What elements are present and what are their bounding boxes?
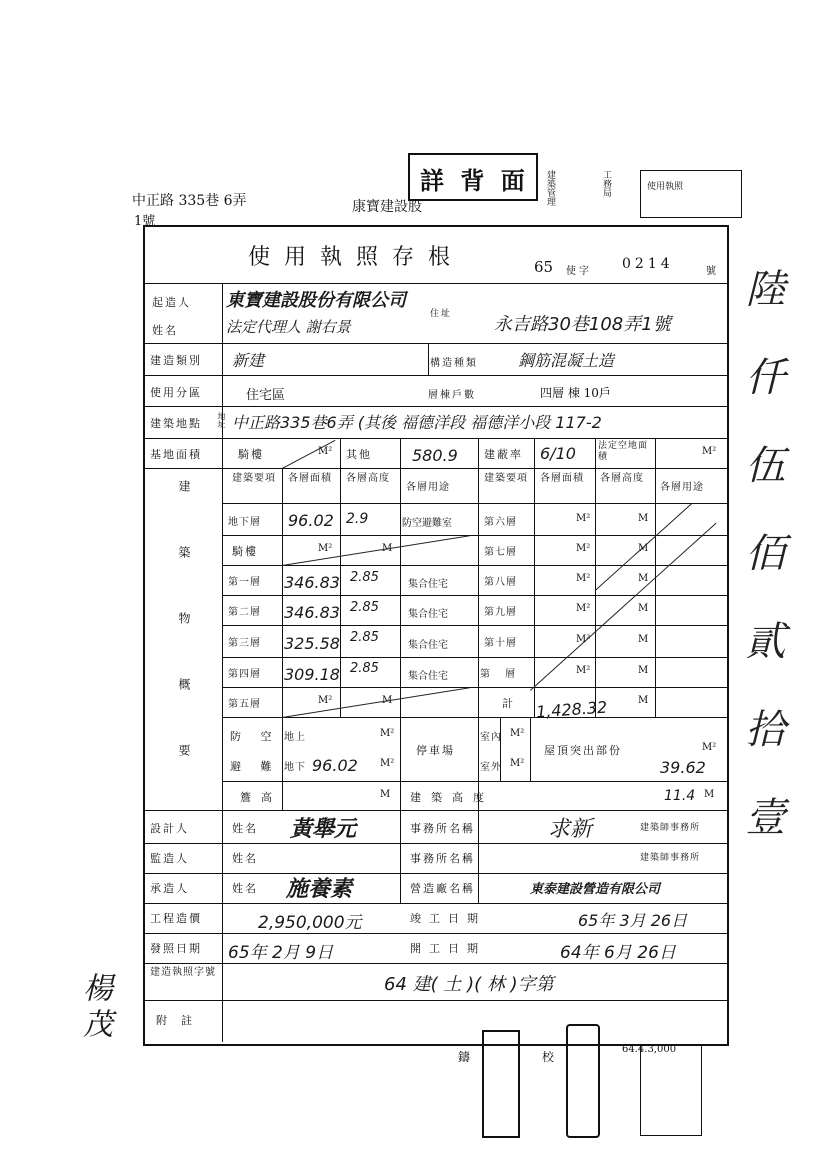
unit-m: M bbox=[638, 634, 649, 645]
unit-m2: M² bbox=[380, 758, 395, 769]
floor-1-height-value: 2.85 bbox=[350, 570, 379, 585]
permit-value: 64 建( 土 )( 林 )字第 bbox=[384, 974, 554, 995]
agent-value: 法定代理人 謝右景 bbox=[226, 318, 351, 336]
rule bbox=[143, 1000, 727, 1001]
rule bbox=[428, 343, 429, 375]
basement-area-value: 96.02 bbox=[288, 511, 334, 530]
left-signature: 楊茂 bbox=[77, 972, 112, 1044]
shelter-label-2: 避 難 bbox=[230, 760, 280, 773]
height-header: 各層高度 bbox=[346, 473, 390, 484]
build-type-label: 建造類別 bbox=[150, 354, 202, 367]
address-label: 住址 bbox=[430, 309, 453, 319]
rule bbox=[222, 625, 727, 626]
unit-m: M bbox=[638, 603, 649, 614]
struct-type-label: 構造種類 bbox=[430, 358, 478, 369]
unit-m2: M² bbox=[576, 543, 591, 554]
unit-m2: M² bbox=[510, 758, 525, 769]
issue-value: 65年 2月 9日 bbox=[228, 943, 334, 963]
registry-stamp bbox=[640, 170, 742, 218]
completion-value: 65年 3月 26日 bbox=[578, 911, 688, 930]
rule bbox=[340, 438, 341, 717]
rule bbox=[530, 717, 531, 781]
height-header-2: 各層高度 bbox=[600, 473, 644, 484]
floors-units-value: 四層 棟 10戶 bbox=[540, 386, 611, 400]
unit-m2: M² bbox=[576, 603, 591, 614]
name-label: 姓名 bbox=[232, 822, 258, 835]
floor-9-label: 第九層 bbox=[484, 607, 517, 618]
contractor-label: 承造人 bbox=[150, 882, 189, 895]
floor-3-label: 第三層 bbox=[228, 638, 261, 649]
rule bbox=[143, 375, 727, 376]
arcade-label: 騎樓 bbox=[238, 448, 264, 461]
builder-name-value: 東寶建設股份有限公司 bbox=[226, 290, 406, 311]
form-year: 65 bbox=[534, 258, 554, 276]
unit-m: M bbox=[380, 789, 391, 800]
rule bbox=[534, 438, 535, 717]
floor-7-label: 第七層 bbox=[484, 547, 517, 558]
bottom-stamp-box bbox=[640, 1044, 702, 1136]
floor-n-label: 第 層 bbox=[480, 669, 522, 680]
form-title: 使用執照存根 bbox=[248, 245, 465, 270]
section-label: 康寶建設股 bbox=[352, 199, 422, 215]
unit-m2: M² bbox=[318, 446, 333, 457]
arch-office-label: 建築師事務所 bbox=[640, 853, 701, 863]
floor-8-label: 第八層 bbox=[484, 577, 517, 588]
form-number-suffix: 號 bbox=[706, 266, 716, 277]
rule bbox=[143, 873, 727, 874]
designer-label: 設計人 bbox=[150, 822, 189, 835]
unit-m: M bbox=[638, 513, 649, 524]
floor-1-use-value: 集合住宅 bbox=[408, 579, 448, 590]
unit-m2: M² bbox=[318, 543, 333, 554]
rule bbox=[222, 283, 223, 1042]
above-label: 地上 bbox=[284, 732, 306, 743]
rule bbox=[143, 843, 727, 844]
name-label: 姓名 bbox=[152, 324, 178, 337]
bottom-stamp-text: 64.4.3,000 bbox=[622, 1044, 677, 1055]
roof-label: 屋頂突出部份 bbox=[544, 744, 622, 757]
form-char-label: 使字 bbox=[566, 266, 592, 277]
rule bbox=[222, 535, 727, 536]
below-label: 地下 bbox=[284, 762, 306, 773]
issue-label: 發照日期 bbox=[150, 942, 202, 955]
floor-4-label: 第四層 bbox=[228, 669, 261, 680]
rule bbox=[143, 963, 727, 964]
floor-2-area-value: 346.83 bbox=[284, 603, 340, 622]
unit-m2: M² bbox=[576, 665, 591, 676]
unit-m: M bbox=[638, 543, 649, 554]
area-header: 各層面積 bbox=[288, 473, 332, 484]
floor-5-label: 第五層 bbox=[228, 699, 261, 710]
rule bbox=[143, 406, 727, 407]
rule bbox=[143, 283, 727, 284]
start-label: 開工日期 bbox=[410, 942, 486, 955]
overview-label: 建築物概要 bbox=[177, 480, 191, 810]
rule bbox=[222, 717, 727, 718]
stamp-right-b: 工務局 bbox=[601, 170, 611, 197]
unit-m: M bbox=[638, 665, 649, 676]
parking-label: 停車場 bbox=[416, 744, 455, 757]
right-margin-characters: 陸仟伍佰貳拾壹 bbox=[739, 268, 785, 884]
stamp-right-a: 建築管理 bbox=[545, 170, 555, 206]
unit-m2: M² bbox=[576, 634, 591, 645]
area-header-2: 各層面積 bbox=[540, 473, 584, 484]
floor-3-area-value: 325.58 bbox=[284, 634, 340, 653]
coverage-value: 6/10 bbox=[540, 444, 576, 463]
floor-2-label: 第二層 bbox=[228, 607, 261, 618]
arch-office-label: 建築師事務所 bbox=[640, 823, 701, 833]
eave-label: 簷高 bbox=[240, 791, 282, 804]
stamp-text: 詳 背 面 bbox=[420, 166, 529, 195]
name-label: 姓名 bbox=[232, 852, 258, 865]
address-top-number: 1號 bbox=[134, 214, 156, 229]
completion-label: 竣工日期 bbox=[410, 912, 486, 925]
form-number: 0214 bbox=[622, 256, 674, 272]
floor-2-height-value: 2.85 bbox=[350, 600, 379, 615]
designer-office-value: 求新 bbox=[548, 817, 593, 842]
floor-4-use-value: 集合住宅 bbox=[408, 671, 448, 682]
rule bbox=[222, 781, 727, 782]
rule bbox=[282, 468, 283, 810]
rule bbox=[222, 687, 727, 688]
stamp-right-c: 使用執照 bbox=[647, 182, 684, 192]
use-zone-label: 使用分區 bbox=[150, 386, 202, 399]
build-type-value: 新建 bbox=[232, 351, 265, 370]
outdoor-label: 室外 bbox=[480, 762, 502, 773]
attach-label: 附註 bbox=[156, 1014, 206, 1027]
item-header-2: 建築要項 bbox=[484, 473, 528, 484]
total-label: 計 bbox=[502, 697, 515, 710]
rule bbox=[143, 343, 727, 344]
item-header: 建築要項 bbox=[232, 473, 276, 484]
rule bbox=[222, 657, 727, 658]
unit-m: M bbox=[382, 695, 393, 706]
roof-area-value: 39.62 bbox=[660, 758, 706, 777]
use-header-2: 各層用途 bbox=[660, 482, 704, 493]
rule bbox=[400, 438, 401, 903]
arcade-row-label: 騎樓 bbox=[232, 545, 258, 558]
unit-m2: M² bbox=[380, 728, 395, 739]
unit-m: M bbox=[638, 573, 649, 584]
use-header: 各層用途 bbox=[406, 482, 450, 493]
rule bbox=[143, 903, 727, 904]
basement-use-value: 防空避難室 bbox=[402, 518, 452, 529]
rule bbox=[222, 595, 727, 596]
other-label: 其他 bbox=[346, 448, 372, 461]
floor-6-label: 第六層 bbox=[484, 517, 517, 528]
floor-3-height-value: 2.85 bbox=[350, 630, 379, 645]
rule bbox=[222, 503, 727, 504]
supervisor-label: 監造人 bbox=[150, 852, 189, 865]
rule bbox=[143, 933, 727, 934]
rule bbox=[222, 565, 727, 566]
contractor-value: 施養素 bbox=[286, 877, 353, 902]
site-value: 中正路335巷6弄 (其後 福德洋段 福德洋小段 117-2 bbox=[232, 413, 602, 432]
shelter-label-1: 防 空 bbox=[230, 730, 280, 743]
start-value: 64年 6月 26日 bbox=[560, 943, 676, 963]
builder-label: 起造人 bbox=[152, 296, 191, 309]
basement-label: 地下層 bbox=[228, 517, 261, 528]
legal-coverage-label: 法定空地面積 bbox=[598, 441, 649, 462]
name-label: 姓名 bbox=[232, 882, 258, 895]
site-sub-label: 地址 bbox=[217, 412, 226, 428]
floor-3-use-value: 集合住宅 bbox=[408, 640, 448, 651]
rule bbox=[143, 468, 727, 469]
unit-m: M bbox=[638, 695, 649, 706]
unit-m2: M² bbox=[576, 513, 591, 524]
struct-type-value: 鋼筋混凝土造 bbox=[518, 351, 615, 370]
rule bbox=[143, 438, 727, 439]
office-name-label: 事務所名稱 bbox=[410, 852, 475, 865]
unit-m: M bbox=[382, 543, 393, 554]
rule bbox=[478, 438, 479, 903]
use-zone-value: 住宅區 bbox=[246, 388, 286, 403]
detail-on-back-stamp bbox=[408, 153, 538, 201]
floors-units-label: 層棟戶數 bbox=[428, 390, 476, 401]
approver-seal bbox=[482, 1030, 520, 1138]
floor-1-area-value: 346.83 bbox=[284, 573, 340, 592]
area-label: 基地面積 bbox=[150, 448, 202, 461]
designer-value: 黃舉元 bbox=[290, 817, 357, 842]
cost-label: 工程造價 bbox=[150, 912, 202, 925]
builder-address-value: 永吉路30巷108弄1號 bbox=[494, 314, 671, 335]
permit-no-label: 建造執照字號 bbox=[150, 967, 216, 978]
floor-4-area-value: 309.18 bbox=[284, 665, 340, 684]
approve-mark: 鑄 bbox=[458, 1050, 471, 1064]
indoor-label: 室內 bbox=[480, 732, 502, 743]
unit-m2: M² bbox=[510, 728, 525, 739]
cost-value: 2,950,000元 bbox=[258, 913, 362, 933]
unit-m2: M² bbox=[702, 446, 717, 457]
unit-m2: M² bbox=[576, 573, 591, 584]
unit-m2: M² bbox=[702, 742, 717, 753]
unit-m: M bbox=[704, 789, 715, 800]
checker-seal bbox=[566, 1024, 600, 1138]
bldg-height-value: 11.4 bbox=[664, 788, 696, 804]
floor-2-use-value: 集合住宅 bbox=[408, 609, 448, 620]
rule bbox=[595, 438, 596, 717]
basement-height-value: 2.9 bbox=[346, 511, 369, 527]
floor-1-label: 第一層 bbox=[228, 577, 261, 588]
shelter-below-value: 96.02 bbox=[312, 756, 358, 775]
office-name-label: 事務所名稱 bbox=[410, 822, 475, 835]
rule bbox=[143, 810, 727, 811]
floor-4-height-value: 2.85 bbox=[350, 661, 379, 676]
site-label: 建築地點 bbox=[150, 417, 202, 430]
coverage-label: 建蔽率 bbox=[484, 448, 523, 461]
check-mark: 校 bbox=[542, 1050, 555, 1064]
bldg-height-label: 建築高度 bbox=[410, 791, 494, 804]
floor-10-label: 第十層 bbox=[484, 638, 517, 649]
total-area-value: 1,428.32 bbox=[535, 697, 608, 722]
firm-name-label: 營造廠名稱 bbox=[410, 882, 475, 895]
address-top: 中正路 335巷 6弄 bbox=[132, 193, 247, 209]
unit-m2: M² bbox=[318, 695, 333, 706]
area-other-value: 580.9 bbox=[412, 446, 458, 465]
contractor-firm-value: 東泰建設營造有限公司 bbox=[530, 882, 661, 897]
